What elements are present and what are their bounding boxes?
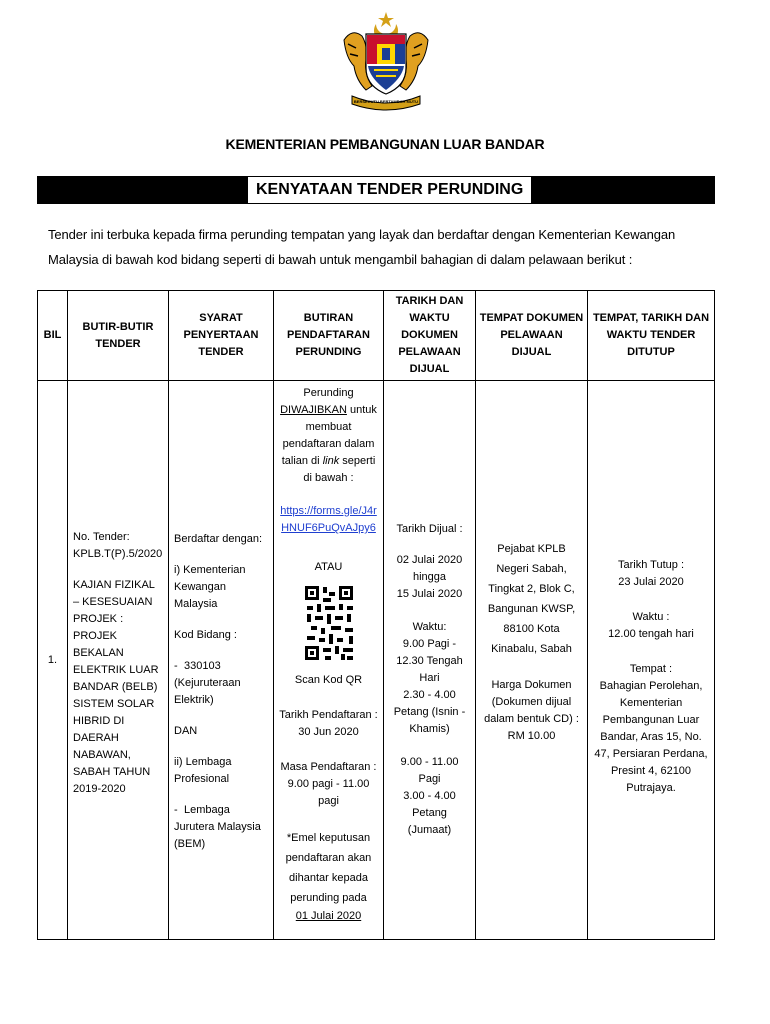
waktu-label: Waktu: (412, 621, 447, 633)
tempat-tutup-label: Tempat : (629, 663, 673, 675)
bem-value: Lembaga Jurutera Malaysia (BEM) (174, 804, 261, 850)
syarat-dan: DAN (174, 725, 198, 737)
harga-note: (Dokumen dijual dalam bentuk CD) : (484, 696, 579, 725)
waktu-2: 2.30 - 4.00 Petang (Isnin - Khamis) (393, 689, 466, 735)
waktu-4: 3.00 - 4.00 Petang (Jumaat) (403, 790, 456, 836)
tender-table (37, 290, 715, 940)
tender-no-label: No. Tender: (73, 531, 130, 543)
intro-paragraph: Tender ini terbuka kepada firma perunding tempatan yang layak dan berdaftar dengan Kementerian Kewangan Malaysia di bawah kod bidang seperti di bawah untuk mengambil bahagian di dalam pelawaan berikut : (48, 227, 676, 267)
syarat-intro: Berdaftar dengan: (174, 533, 263, 545)
syarat-item1: i) Kementerian Kewangan Malaysia (174, 564, 246, 610)
pendaftaran-line1-rest: untuk membuat pendaftaran dalam talian di (281, 404, 377, 467)
kod-dash: - (174, 660, 178, 672)
diwajibkan-text: DIWAJIBKAN (280, 404, 347, 416)
pendaftaran-line1: Perunding (303, 387, 354, 399)
dijual-date-to: 15 Julai 2020 (396, 588, 463, 600)
header-bil: BIL (38, 291, 68, 381)
tarikh-dijual-label: Tarikh Dijual : (396, 523, 463, 535)
emel-date: 01 Julai 2020 (295, 910, 362, 922)
waktu-1: 9.00 Pagi - 12.30 Tengah Hari (396, 638, 463, 684)
tender-no-value: KPLB.T(P).5/2020 (73, 548, 163, 560)
cell-tutup (588, 381, 715, 940)
table-header-row (38, 291, 715, 381)
header-tutup: TEMPAT, TARIKH DAN WAKTU TENDER DITUTUP (588, 291, 715, 381)
harga-label: Harga Dokumen (491, 679, 572, 691)
dijual-date-from: 02 Julai 2020 (396, 554, 463, 566)
waktu-3: 9.00 - 11.00 Pagi (400, 756, 459, 785)
tarikh-tutup-label: Tarikh Tutup : (617, 559, 685, 571)
tarikh-pendaftaran-value: 30 Jun 2020 (298, 726, 359, 738)
header-tempat: TEMPAT DOKUMEN PELAWAAN DIJUAL (476, 291, 588, 381)
cell-dijual (384, 381, 476, 940)
pendaftaran-note (279, 385, 378, 487)
tarikh-pendaftaran-label: Tarikh Pendaftaran : (279, 709, 378, 721)
emel-note: *Emel keputusan pendaftaran akan dihantar kepada perunding pada (285, 832, 372, 904)
dijual-hingga: hingga (412, 571, 447, 583)
masa-pendaftaran-label: Masa Pendaftaran : (280, 761, 377, 773)
coat-of-arms-logo (338, 10, 434, 114)
syarat-item2: ii) Lembaga Profesional (174, 756, 232, 785)
harga-value: RM 10.00 (507, 730, 556, 742)
masa-pendaftaran-value: 9.00 pagi - 11.00 pagi (287, 778, 370, 807)
header-butir: BUTIR-BUTIR TENDER (68, 291, 169, 381)
link-word: link (322, 455, 340, 467)
atau-text: ATAU (314, 561, 343, 573)
header-tarikh: TARIKH DAN WAKTU DOKUMEN PELAWAAN DIJUAL (384, 291, 476, 381)
scan-qr-text: Scan Kod QR (294, 674, 363, 686)
registration-link[interactable]: https://forms.gle/J4rHNUF6PuQvAJpy6 (280, 505, 377, 534)
bem-dash: - (174, 804, 178, 816)
cell-butir (68, 381, 169, 940)
header-syarat: SYARAT PENYERTAAN TENDER (169, 291, 274, 381)
tender-title: KAJIAN FIZIKAL – KESESUAIAN PROJEK : PROJEK BEKALAN ELEKTRIK LUAR BANDAR (BELB) SISTEM SOLAR HIBRID DI DAERAH NABAWAN, SABAH TAHUN 2019-2020 (73, 579, 159, 795)
document-title: KENYATAAN TENDER PERUNDING (248, 177, 531, 203)
header-pendaftaran: BUTIRAN PENDAFTARAN PERUNDING (274, 291, 384, 381)
ministry-name: KEMENTERIAN PEMBANGUNAN LUAR BANDAR (225, 136, 545, 152)
qr-code-icon[interactable] (303, 584, 355, 662)
cell-bil: 1. (38, 381, 68, 940)
crest-motto: BERSEKUTU BERTAMBAH MUTU (353, 99, 419, 104)
kod-bidang-value: 330103 (Kejuruteraan Elektrik) (174, 660, 241, 706)
cell-tempat (476, 381, 588, 940)
kod-bidang-label: Kod Bidang : (174, 629, 237, 641)
table-row (38, 381, 715, 940)
tarikh-tutup-value: 23 Julai 2020 (618, 576, 684, 588)
pendaftaran-line1-end: seperti di bawah : (303, 455, 376, 484)
tempat-tutup-value: Bahagian Perolehan, Kementerian Pembangunan Luar Bandar, Aras 15, No. 47, Persiaran Perdana, Presint 4, 62100 Putrajaya. (594, 680, 708, 794)
waktu-tutup-label: Waktu : (632, 611, 670, 623)
cell-pendaftaran (274, 381, 384, 940)
tempat-address: Pejabat KPLB Negeri Sabah, Tingkat 2, Blok C, Bangunan KWSP, 88100 Kota Kinabalu, Sabah (487, 543, 576, 655)
waktu-tutup-value: 12.00 tengah hari (608, 628, 694, 640)
cell-syarat (169, 381, 274, 940)
